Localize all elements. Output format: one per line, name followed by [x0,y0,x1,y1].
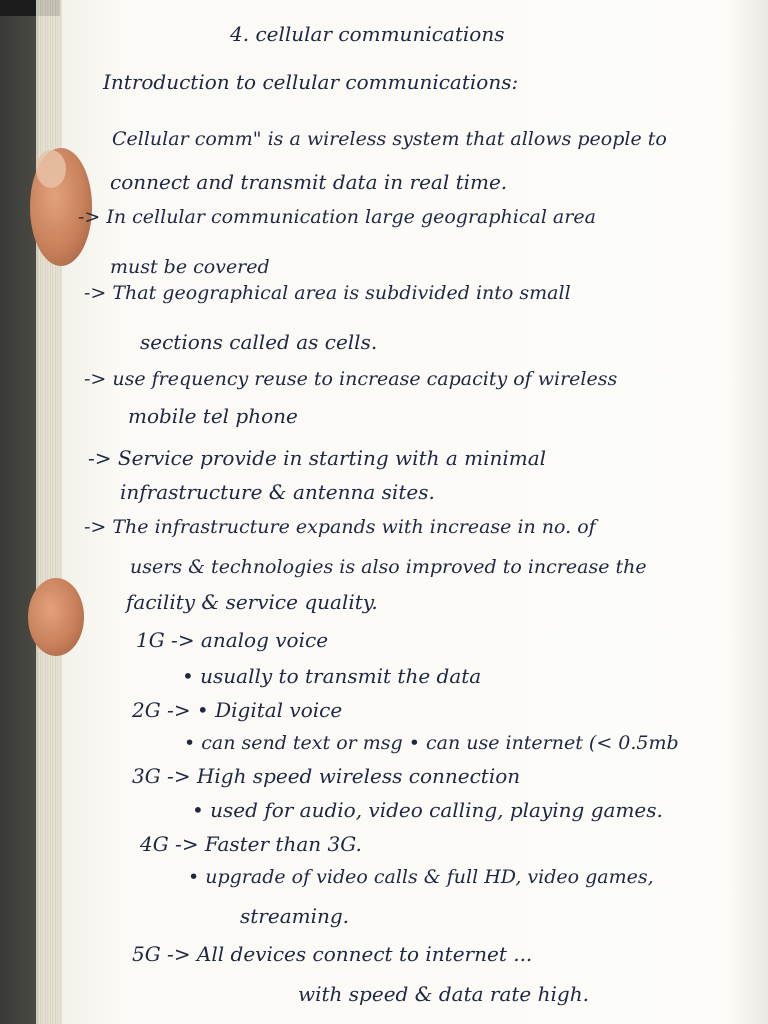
generation-detail: • can send text or msg • can use internet (< 0.5mb [184,732,679,754]
note-line: -> In cellular communication large geographical area [78,206,596,228]
handwritten-notes-page [70,0,760,1024]
generation-3g: 3G -> High speed wireless connection [132,764,521,788]
note-line: users & technologies is also improved to increase the [130,556,647,578]
note-line: must be covered [110,256,270,278]
fingernail [36,150,66,188]
note-line: -> The infrastructure expands with increase in no. of [84,516,596,538]
note-line: facility & service quality. [126,590,378,614]
section-heading: Introduction to cellular communications: [103,70,519,94]
note-line: -> use frequency reuse to increase capacity of wireless [84,368,618,390]
generation-detail: with speed & data rate high. [298,982,589,1006]
generation-5g: 5G -> All devices connect to internet ... [132,942,533,966]
note-line: -> That geographical area is subdivided into small [84,282,571,304]
generation-detail: • usually to transmit the data [182,664,482,688]
generation-detail: • upgrade of video calls & full HD, video games, [188,866,654,888]
generation-detail: streaming. [240,904,350,928]
note-line: Cellular comm" is a wireless system that allows people to [112,128,667,150]
page-title: 4. cellular communications [230,22,505,46]
generation-detail: • used for audio, video calling, playing games. [192,798,663,822]
note-line: sections called as cells. [140,330,378,354]
note-line: mobile tel phone [128,404,298,428]
generation-4g: 4G -> Faster than 3G. [140,832,362,856]
generation-1g: 1G -> analog voice [136,628,329,652]
note-line: connect and transmit data in real time. [110,170,508,194]
generation-2g: 2G -> • Digital voice [132,698,343,722]
note-line: infrastructure & antenna sites. [120,480,435,504]
note-line: -> Service provide in starting with a minimal [88,446,547,470]
